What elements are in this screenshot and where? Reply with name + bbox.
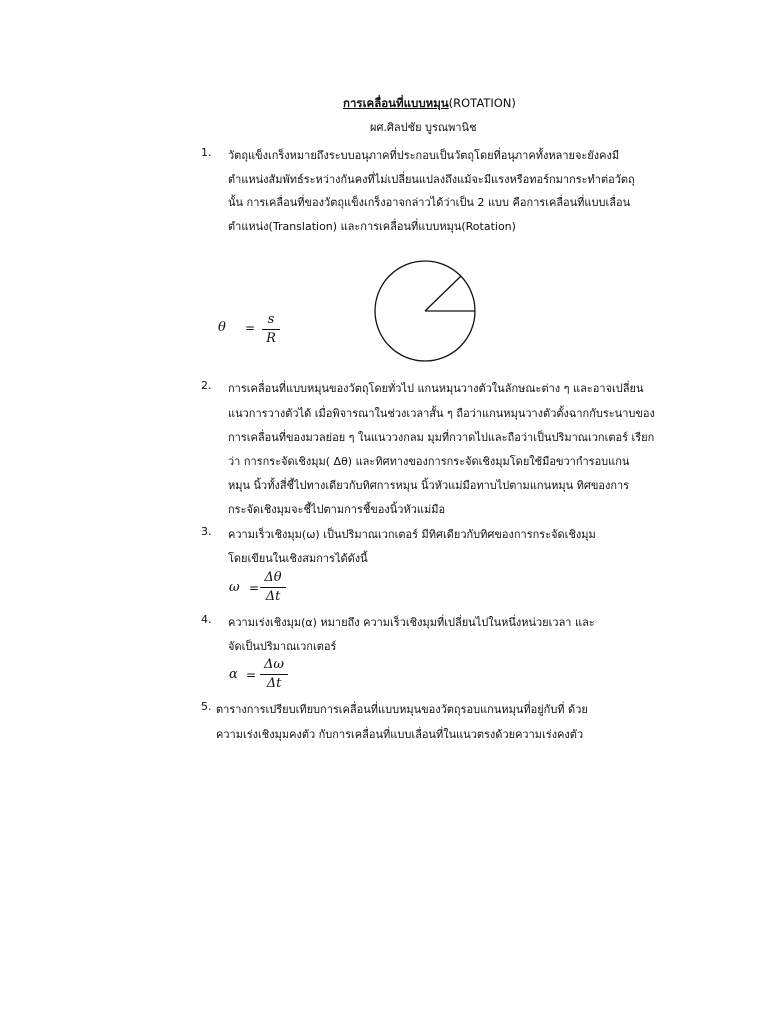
fraction-bar [262, 329, 280, 330]
item-2-line-3: การเคลื่อนที่ของมวลย่อย ๆ ในแนววงกลม มุมที่กวาดไปและถือว่าเป็นปริมาณเวกเตอร์ เรียก [228, 431, 655, 444]
item-2-line-2: แนวการวางตัวได้ เมื่อพิจารณาในช่วงเวลาสั้น ๆ ถือว่าแกนหมุนวางตัวตั้งฉากกับระนาบของ [228, 407, 655, 420]
omega-symbol: ω [229, 580, 240, 595]
item-1-line-3: นั้น การเคลื่อนที่ของวัตถุแข็งเกร็งอาจกล่าวได้ว่าเป็น 2 แบบ คือการเคลื่อนที่แบบเลื่อน [228, 196, 631, 209]
fraction-bar [260, 587, 286, 588]
theta-equals: = [245, 321, 256, 335]
alpha-fraction [260, 657, 288, 692]
item-number-4: 4. [201, 613, 212, 626]
title-thai: การเคลื่อนที่แบบหมุน [343, 96, 449, 110]
item-1-line-4: ตำแหน่ง(Translation) และการเคลื่อนที่แบบหมุน(Rotation) [228, 220, 516, 233]
alpha-numerator: Δω [264, 657, 284, 672]
radius-angled [425, 276, 461, 311]
item-3-line-1: ความเร็วเชิงมุม(ω) เป็นปริมาณเวกเตอร์ มีทิศเดียวกับทิศของการกระจัดเชิงมุม [228, 528, 596, 541]
page-title [343, 95, 516, 113]
theta-symbol: θ [218, 320, 226, 335]
item-4-line-1: ความเร่งเชิงมุม(α) หมายถึง ความเร็วเชิงมุมที่เปลี่ยนไปในหนึ่งหน่วยเวลา และ [228, 616, 595, 629]
theta-fraction [262, 312, 280, 347]
alpha-symbol: α [229, 667, 238, 682]
alpha-denominator: Δt [266, 676, 282, 691]
theta-numerator: s [267, 312, 275, 327]
omega-denominator: Δt [265, 589, 281, 604]
item-5-line-2: ความเร่งเชิงมุมคงตัว กับการเคลื่อนที่แบบเลื่อนที่ในแนวตรงด้วยความเร่งคงตัว [216, 728, 584, 741]
fraction-bar [260, 674, 288, 675]
item-number-3: 3. [201, 525, 212, 538]
author: ผศ.ศิลปชัย บูรณพานิช [370, 121, 477, 134]
item-2-line-4: ว่า การกระจัดเชิงมุม( Δθ) และทิศทางของการกระจัดเชิงมุมโดยใช้มือขวากำรอบแกน [228, 455, 630, 468]
omega-numerator: Δθ [264, 570, 282, 585]
omega-fraction [260, 570, 286, 605]
theta-denominator: R [266, 331, 276, 346]
omega-equals: = [249, 581, 260, 595]
circle-sector-diagram [372, 259, 482, 369]
item-1-line-2: ตำแหน่งสัมพัทธ์ระหว่างกันคงที่ไม่เปลี่ยนแปลงถึงแม้จะมีแรงหรือทอร์กมากระทำต่อวัตถุ [228, 173, 635, 186]
alpha-equals: = [246, 668, 257, 682]
item-2-line-1: การเคลื่อนที่แบบหมุนของวัตถุโดยทั่วไป แกนหมุนวางตัวในลักษณะต่าง ๆ และอาจเปลี่ยน [228, 382, 644, 395]
title-latin: (ROTATION) [448, 96, 516, 110]
item-number-1: 1. [201, 146, 212, 159]
item-number-2: 2. [201, 379, 212, 392]
item-2-line-5: หมุน นิ้วทั้งสี่ชี้ไปทางเดียวกับทิศการหมุน นิ้วหัวแม่มือทาบไปตามแกนหมุน ทิศของการ [228, 479, 630, 492]
item-4-line-2: จัดเป็นปริมาณเวกเตอร์ [228, 640, 337, 653]
item-number-5: 5. [201, 700, 212, 713]
item-2-line-6: กระจัดเชิงมุมจะชี้ไปตามการชี้ของนิ้วหัวแม่มือ [228, 503, 446, 516]
item-3-line-2: โดยเขียนในเชิงสมการได้ดังนี้ [228, 552, 368, 565]
item-5-line-1: ตารางการเปรียบเทียบการเคลื่อนที่แบบหมุนของวัตถุรอบแกนหมุนที่อยู่กับที่ ด้วย [216, 703, 588, 716]
item-1-line-1: วัตถุแข็งเกร็งหมายถึงระบบอนุภาคที่ประกอบเป็นวัตถุโดยที่อนุภาคทั้งหลายจะยังคงมี [228, 149, 620, 162]
